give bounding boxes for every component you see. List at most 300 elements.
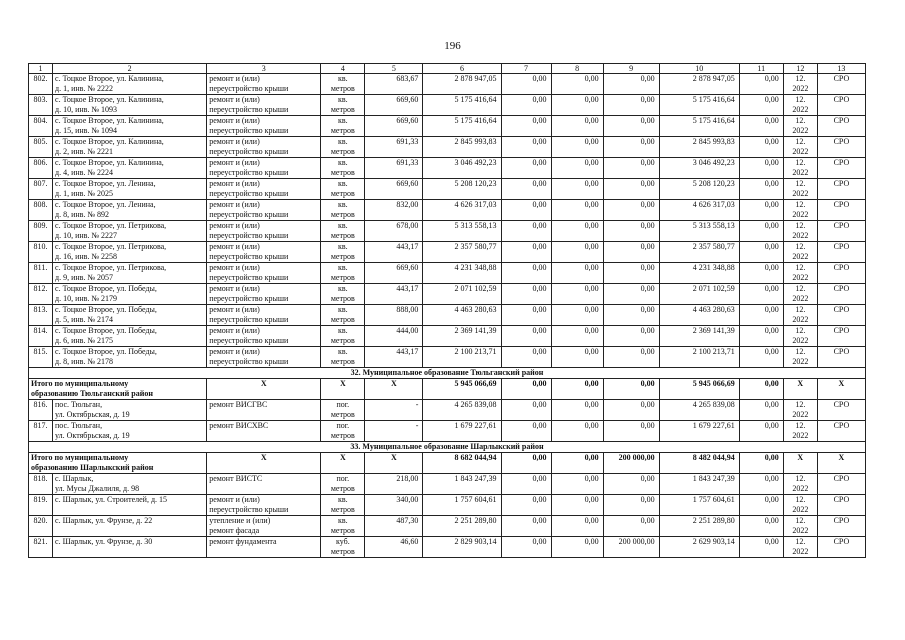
table-row (29, 263, 866, 284)
table-cell: 1 679 227,61 (659, 421, 739, 442)
table-row (29, 221, 866, 242)
table-cell: ремонт и (или) переустройство крыши (207, 158, 321, 179)
table-cell: 0,00 (501, 284, 551, 305)
table-cell: 12. 2022 (783, 179, 817, 200)
subtotal-cell: Х (321, 453, 365, 474)
table-cell: 811. (29, 263, 53, 284)
table-cell: СРО (817, 263, 865, 284)
table-cell: 200 000,00 (603, 537, 659, 558)
table-cell: 4 231 348,88 (659, 263, 739, 284)
table-row (29, 179, 866, 200)
table-cell: 443,17 (365, 347, 423, 368)
table-cell: 0,00 (551, 305, 603, 326)
table-cell: утепление и (или) ремонт фасада (207, 516, 321, 537)
subtotal-row (29, 453, 866, 474)
header-cell: 5 (365, 64, 423, 74)
table-cell: 0,00 (739, 179, 783, 200)
table-cell: куб. метров (321, 537, 365, 558)
table-cell: 0,00 (603, 495, 659, 516)
table-cell: 2 357 580,77 (423, 242, 501, 263)
table-cell: 0,00 (501, 95, 551, 116)
table-cell: 0,00 (603, 221, 659, 242)
table-cell: ремонт ВИСГВС (207, 400, 321, 421)
subtotal-cell: 0,00 (551, 453, 603, 474)
table-cell: 0,00 (739, 347, 783, 368)
table-row (29, 158, 866, 179)
table-cell: 0,00 (501, 537, 551, 558)
header-cell: 10 (659, 64, 739, 74)
table-cell: СРО (817, 158, 865, 179)
table-cell: 816. (29, 400, 53, 421)
table-cell: СРО (817, 400, 865, 421)
table-cell: кв. метров (321, 347, 365, 368)
table-cell: 12. 2022 (783, 516, 817, 537)
table-cell: 802. (29, 74, 53, 95)
table-cell: 4 626 317,03 (659, 200, 739, 221)
table-row (29, 400, 866, 421)
table-cell: 0,00 (551, 242, 603, 263)
table-cell: 12. 2022 (783, 421, 817, 442)
header-cell: 4 (321, 64, 365, 74)
table-cell: 0,00 (501, 305, 551, 326)
table-cell: 12. 2022 (783, 474, 817, 495)
table-cell: 678,00 (365, 221, 423, 242)
header-cell: 3 (207, 64, 321, 74)
table-cell: 0,00 (551, 263, 603, 284)
table-row (29, 284, 866, 305)
table-row (29, 74, 866, 95)
table-cell: 1 757 604,61 (423, 495, 501, 516)
table-cell: с. Тоцкое Второе, ул. Победы, д. 8, инв. № 2178 (53, 347, 207, 368)
table-cell: 5 175 416,64 (423, 116, 501, 137)
table-cell: 0,00 (603, 137, 659, 158)
table-cell: 0,00 (551, 95, 603, 116)
table-cell: 0,00 (501, 516, 551, 537)
section-heading-row (29, 368, 866, 379)
subtotal-cell: Х (817, 453, 865, 474)
table-cell: 803. (29, 95, 53, 116)
subtotal-cell: 5 945 066,69 (659, 379, 739, 400)
table-cell: 691,33 (365, 158, 423, 179)
table-cell: 12. 2022 (783, 326, 817, 347)
table-cell: 815. (29, 347, 53, 368)
table-cell: 804. (29, 116, 53, 137)
header-cell: 7 (501, 64, 551, 74)
table-cell: 810. (29, 242, 53, 263)
table-cell: 0,00 (551, 400, 603, 421)
subtotal-cell: 0,00 (739, 379, 783, 400)
table-row (29, 474, 866, 495)
table-cell: 669,60 (365, 116, 423, 137)
table-cell: ремонт и (или) переустройство крыши (207, 137, 321, 158)
table-cell: 0,00 (739, 400, 783, 421)
subtotal-cell: 8 682 044,94 (423, 453, 501, 474)
table-cell: 218,00 (365, 474, 423, 495)
table-cell: 4 626 317,03 (423, 200, 501, 221)
table-cell: - (365, 400, 423, 421)
table-cell: с. Тоцкое Второе, ул. Калинина, д. 2, инв. № 2221 (53, 137, 207, 158)
table-cell: 12. 2022 (783, 95, 817, 116)
table-cell: с. Тоцкое Второе, ул. Калинина, д. 15, инв. № 1094 (53, 116, 207, 137)
table-cell: с. Тоцкое Второе, ул. Ленина, д. 8, инв. № 892 (53, 200, 207, 221)
table-cell: 0,00 (551, 179, 603, 200)
table-cell: 821. (29, 537, 53, 558)
table-cell: 0,00 (739, 158, 783, 179)
table-cell: СРО (817, 326, 865, 347)
table-cell: 1 757 604,61 (659, 495, 739, 516)
table-cell: 0,00 (551, 326, 603, 347)
table-cell: кв. метров (321, 116, 365, 137)
table-cell: пог. метров (321, 474, 365, 495)
table-cell: 5 313 558,13 (423, 221, 501, 242)
table-cell: пог. метров (321, 400, 365, 421)
table-row (29, 242, 866, 263)
table-cell: 46,60 (365, 537, 423, 558)
table-cell: 683,67 (365, 74, 423, 95)
table-cell: 1 843 247,39 (423, 474, 501, 495)
subtotal-cell: 200 000,00 (603, 453, 659, 474)
table-cell: 2 845 993,83 (423, 137, 501, 158)
table-cell: 0,00 (603, 516, 659, 537)
table-cell: 0,00 (603, 242, 659, 263)
table-cell: ремонт и (или) переустройство крыши (207, 200, 321, 221)
subtotal-cell: Х (365, 453, 423, 474)
table-cell: ремонт и (или) переустройство крыши (207, 116, 321, 137)
table-cell: с. Шарлык, ул. Фрунзе, д. 22 (53, 516, 207, 537)
subtotal-cell: Х (783, 379, 817, 400)
table-cell: 0,00 (603, 95, 659, 116)
table-cell: 4 231 348,88 (423, 263, 501, 284)
table-cell: 0,00 (551, 74, 603, 95)
table-cell: 0,00 (739, 421, 783, 442)
table-cell: ремонт ВИСТС (207, 474, 321, 495)
table-cell: 12. 2022 (783, 116, 817, 137)
table-cell: 0,00 (603, 474, 659, 495)
subtotal-cell: Х (365, 379, 423, 400)
table-cell: 0,00 (501, 221, 551, 242)
table-cell: 0,00 (551, 516, 603, 537)
table-cell: кв. метров (321, 326, 365, 347)
table-cell: с. Тоцкое Второе, ул. Петрикова, д. 10, инв. № 2227 (53, 221, 207, 242)
table-cell: СРО (817, 95, 865, 116)
table-cell: 807. (29, 179, 53, 200)
table-cell: 5 175 416,64 (659, 95, 739, 116)
table-cell: с. Тоцкое Второе, ул. Петрикова, д. 9, инв. № 2057 (53, 263, 207, 284)
table-row (29, 495, 866, 516)
table-cell: 0,00 (501, 474, 551, 495)
table-cell: 808. (29, 200, 53, 221)
table-cell: СРО (817, 516, 865, 537)
table-cell: 443,17 (365, 242, 423, 263)
table-cell: 813. (29, 305, 53, 326)
table-cell: пос. Тюльган, ул. Октябрьская, д. 19 (53, 421, 207, 442)
table-cell: ремонт и (или) переустройство крыши (207, 305, 321, 326)
subtotal-cell: Х (207, 453, 321, 474)
table-cell: 0,00 (603, 116, 659, 137)
table-cell: 0,00 (501, 74, 551, 95)
table-cell: кв. метров (321, 95, 365, 116)
table-cell: 0,00 (739, 200, 783, 221)
table-cell: 12. 2022 (783, 221, 817, 242)
table-cell: ремонт и (или) переустройство крыши (207, 495, 321, 516)
table-cell: 444,00 (365, 326, 423, 347)
table-cell: 832,00 (365, 200, 423, 221)
table-cell: ремонт и (или) переустройство крыши (207, 263, 321, 284)
table-row (29, 95, 866, 116)
subtotal-cell: Х (817, 379, 865, 400)
table-cell: ремонт и (или) переустройство крыши (207, 74, 321, 95)
table-cell: 0,00 (501, 326, 551, 347)
table-cell: СРО (817, 421, 865, 442)
table-cell: ремонт ВИСХВС (207, 421, 321, 442)
subtotal-row (29, 379, 866, 400)
table-cell: 669,60 (365, 95, 423, 116)
table-cell: 0,00 (603, 74, 659, 95)
table-cell: 817. (29, 421, 53, 442)
table-cell: 0,00 (739, 95, 783, 116)
table-cell: 0,00 (603, 400, 659, 421)
table-cell: 0,00 (551, 474, 603, 495)
table-cell: СРО (817, 116, 865, 137)
table-cell: 0,00 (739, 137, 783, 158)
table-cell: 3 046 492,23 (659, 158, 739, 179)
subtotal-cell: 5 945 066,69 (423, 379, 501, 400)
table-cell: 2 251 289,80 (659, 516, 739, 537)
table-cell: 0,00 (501, 400, 551, 421)
table-row (29, 516, 866, 537)
table-cell: с. Шарлык, ул. Мусы Джалиля, д. 98 (53, 474, 207, 495)
table-cell: кв. метров (321, 495, 365, 516)
table-cell: СРО (817, 137, 865, 158)
table-cell: с. Тоцкое Второе, ул. Петрикова, д. 16, инв. № 2258 (53, 242, 207, 263)
table-cell: 12. 2022 (783, 400, 817, 421)
table-cell: кв. метров (321, 263, 365, 284)
table-cell: - (365, 421, 423, 442)
table-cell: 0,00 (501, 158, 551, 179)
header-cell: 11 (739, 64, 783, 74)
table-cell: СРО (817, 495, 865, 516)
subtotal-cell: 0,00 (551, 379, 603, 400)
table-cell: 5 208 120,23 (423, 179, 501, 200)
subtotal-cell: 0,00 (501, 453, 551, 474)
subtotal-cell: 0,00 (739, 453, 783, 474)
table-cell: 0,00 (551, 116, 603, 137)
table-row (29, 116, 866, 137)
table-cell: ремонт и (или) переустройство крыши (207, 347, 321, 368)
table-cell: СРО (817, 537, 865, 558)
table-cell: ремонт и (или) переустройство крыши (207, 326, 321, 347)
table-cell: кв. метров (321, 158, 365, 179)
table-cell: 0,00 (551, 158, 603, 179)
table-cell: СРО (817, 74, 865, 95)
table-cell: 0,00 (501, 200, 551, 221)
table-cell: 12. 2022 (783, 284, 817, 305)
table-cell: кв. метров (321, 179, 365, 200)
table-cell: 818. (29, 474, 53, 495)
subtotal-label: Итого по муниципальному образованию Шарлыкский район (29, 453, 207, 474)
table-cell: 5 313 558,13 (659, 221, 739, 242)
table-cell: 0,00 (603, 347, 659, 368)
table-cell: кв. метров (321, 305, 365, 326)
table-cell: 12. 2022 (783, 305, 817, 326)
table-cell: с. Тоцкое Второе, ул. Калинина, д. 10, инв. № 1093 (53, 95, 207, 116)
table-cell: 669,60 (365, 263, 423, 284)
subtotal-cell: Х (207, 379, 321, 400)
table-cell: 12. 2022 (783, 263, 817, 284)
table-cell: 819. (29, 495, 53, 516)
table-cell: 2 251 289,80 (423, 516, 501, 537)
table-cell: 0,00 (739, 474, 783, 495)
section-heading-row (29, 442, 866, 453)
table-cell: 2 071 102,59 (659, 284, 739, 305)
table-cell: 0,00 (739, 263, 783, 284)
table-cell: 888,00 (365, 305, 423, 326)
table-cell: кв. метров (321, 516, 365, 537)
table-cell: ремонт и (или) переустройство крыши (207, 221, 321, 242)
table-cell: СРО (817, 221, 865, 242)
table-cell: 4 463 280,63 (659, 305, 739, 326)
table-cell: 0,00 (501, 263, 551, 284)
table-row (29, 421, 866, 442)
table-cell: 0,00 (551, 284, 603, 305)
table-cell: 0,00 (739, 284, 783, 305)
table-cell: 4 265 839,08 (423, 400, 501, 421)
header-cell: 8 (551, 64, 603, 74)
table-cell: кв. метров (321, 74, 365, 95)
table-cell: с. Шарлык, ул. Фрунзе, д. 30 (53, 537, 207, 558)
table-cell: 0,00 (551, 137, 603, 158)
table-cell: 487,30 (365, 516, 423, 537)
table-cell: ремонт фундамента (207, 537, 321, 558)
table-cell: 0,00 (603, 305, 659, 326)
subtotal-cell: 0,00 (501, 379, 551, 400)
table-cell: кв. метров (321, 137, 365, 158)
table-cell: 0,00 (739, 495, 783, 516)
table-cell: 2 071 102,59 (423, 284, 501, 305)
table-cell: кв. метров (321, 242, 365, 263)
header-cell: 6 (423, 64, 501, 74)
table-cell: СРО (817, 242, 865, 263)
table-row (29, 200, 866, 221)
table-cell: 12. 2022 (783, 158, 817, 179)
table-cell: 0,00 (739, 326, 783, 347)
table-cell: 809. (29, 221, 53, 242)
table-cell: 0,00 (603, 326, 659, 347)
table-cell: 5 175 416,64 (423, 95, 501, 116)
table-cell: 12. 2022 (783, 347, 817, 368)
table-row (29, 305, 866, 326)
table-cell: 4 463 280,63 (423, 305, 501, 326)
table-cell: ремонт и (или) переустройство крыши (207, 95, 321, 116)
table-cell: 0,00 (551, 421, 603, 442)
table-cell: 2 629 903,14 (659, 537, 739, 558)
table-cell: 0,00 (501, 179, 551, 200)
table-cell: 2 100 213,71 (659, 347, 739, 368)
table-cell: 0,00 (739, 116, 783, 137)
header-cell: 9 (603, 64, 659, 74)
table-cell: 2 369 141,39 (423, 326, 501, 347)
table-row (29, 347, 866, 368)
table-cell: СРО (817, 474, 865, 495)
table-cell: 12. 2022 (783, 537, 817, 558)
header-cell: 2 (53, 64, 207, 74)
table-cell: 12. 2022 (783, 200, 817, 221)
table-cell: пос. Тюльган, ул. Октябрьская, д. 19 (53, 400, 207, 421)
table-cell: 1 679 227,61 (423, 421, 501, 442)
page-number: 196 (444, 40, 461, 52)
table-cell: 2 878 947,05 (423, 74, 501, 95)
table-cell: 669,60 (365, 179, 423, 200)
table-cell: кв. метров (321, 221, 365, 242)
table-cell: 2 878 947,05 (659, 74, 739, 95)
table-cell: 2 369 141,39 (659, 326, 739, 347)
table-cell: с. Тоцкое Второе, ул. Победы, д. 6, инв. № 2175 (53, 326, 207, 347)
table-cell: 812. (29, 284, 53, 305)
table-cell: 0,00 (603, 200, 659, 221)
table-cell: с. Тоцкое Второе, ул. Калинина, д. 4, инв. № 2224 (53, 158, 207, 179)
table-cell: 2 357 580,77 (659, 242, 739, 263)
table-cell: 5 208 120,23 (659, 179, 739, 200)
table-cell: с. Тоцкое Второе, ул. Ленина, д. 1, инв. № 2025 (53, 179, 207, 200)
table-cell: 814. (29, 326, 53, 347)
table-cell: 12. 2022 (783, 137, 817, 158)
table-cell: 2 829 903,14 (423, 537, 501, 558)
table-cell: 0,00 (501, 421, 551, 442)
table-cell: 0,00 (739, 242, 783, 263)
header-cell: 12 (783, 64, 817, 74)
capital-repair-table (28, 63, 866, 558)
table-cell: 691,33 (365, 137, 423, 158)
table-cell: 0,00 (603, 158, 659, 179)
table-cell: 4 265 839,08 (659, 400, 739, 421)
table-cell: 0,00 (739, 74, 783, 95)
subtotal-label: Итого по муниципальному образованию Тюльганский район (29, 379, 207, 400)
header-cell: 13 (817, 64, 865, 74)
table-cell: 0,00 (501, 137, 551, 158)
section-heading: 32. Муниципальное образование Тюльганский район (29, 368, 866, 379)
table-cell: ремонт и (или) переустройство крыши (207, 284, 321, 305)
table-cell: с. Тоцкое Второе, ул. Победы, д. 10, инв. № 2179 (53, 284, 207, 305)
table-cell: 0,00 (603, 263, 659, 284)
table-cell: СРО (817, 200, 865, 221)
table-cell: СРО (817, 347, 865, 368)
table-cell: 0,00 (603, 421, 659, 442)
table-cell: 0,00 (603, 284, 659, 305)
table-cell: 12. 2022 (783, 242, 817, 263)
table-cell: 1 843 247,39 (659, 474, 739, 495)
table-cell: кв. метров (321, 284, 365, 305)
table-cell: 0,00 (551, 221, 603, 242)
header-cell: 1 (29, 64, 53, 74)
table-cell: 820. (29, 516, 53, 537)
table-row (29, 537, 866, 558)
section-heading: 33. Муниципальное образование Шарлыкский район (29, 442, 866, 453)
table-cell: 0,00 (603, 179, 659, 200)
table-cell: 0,00 (551, 537, 603, 558)
table-row (29, 137, 866, 158)
table-cell: 0,00 (739, 537, 783, 558)
column-number-header (29, 64, 866, 74)
table-cell: пог. метров (321, 421, 365, 442)
table-cell: 806. (29, 158, 53, 179)
table-cell: 0,00 (551, 200, 603, 221)
table-cell: 2 100 213,71 (423, 347, 501, 368)
table-cell: 0,00 (739, 516, 783, 537)
table-cell: 443,17 (365, 284, 423, 305)
table-cell: 0,00 (551, 495, 603, 516)
table-cell: 0,00 (501, 116, 551, 137)
table-cell: 3 046 492,23 (423, 158, 501, 179)
